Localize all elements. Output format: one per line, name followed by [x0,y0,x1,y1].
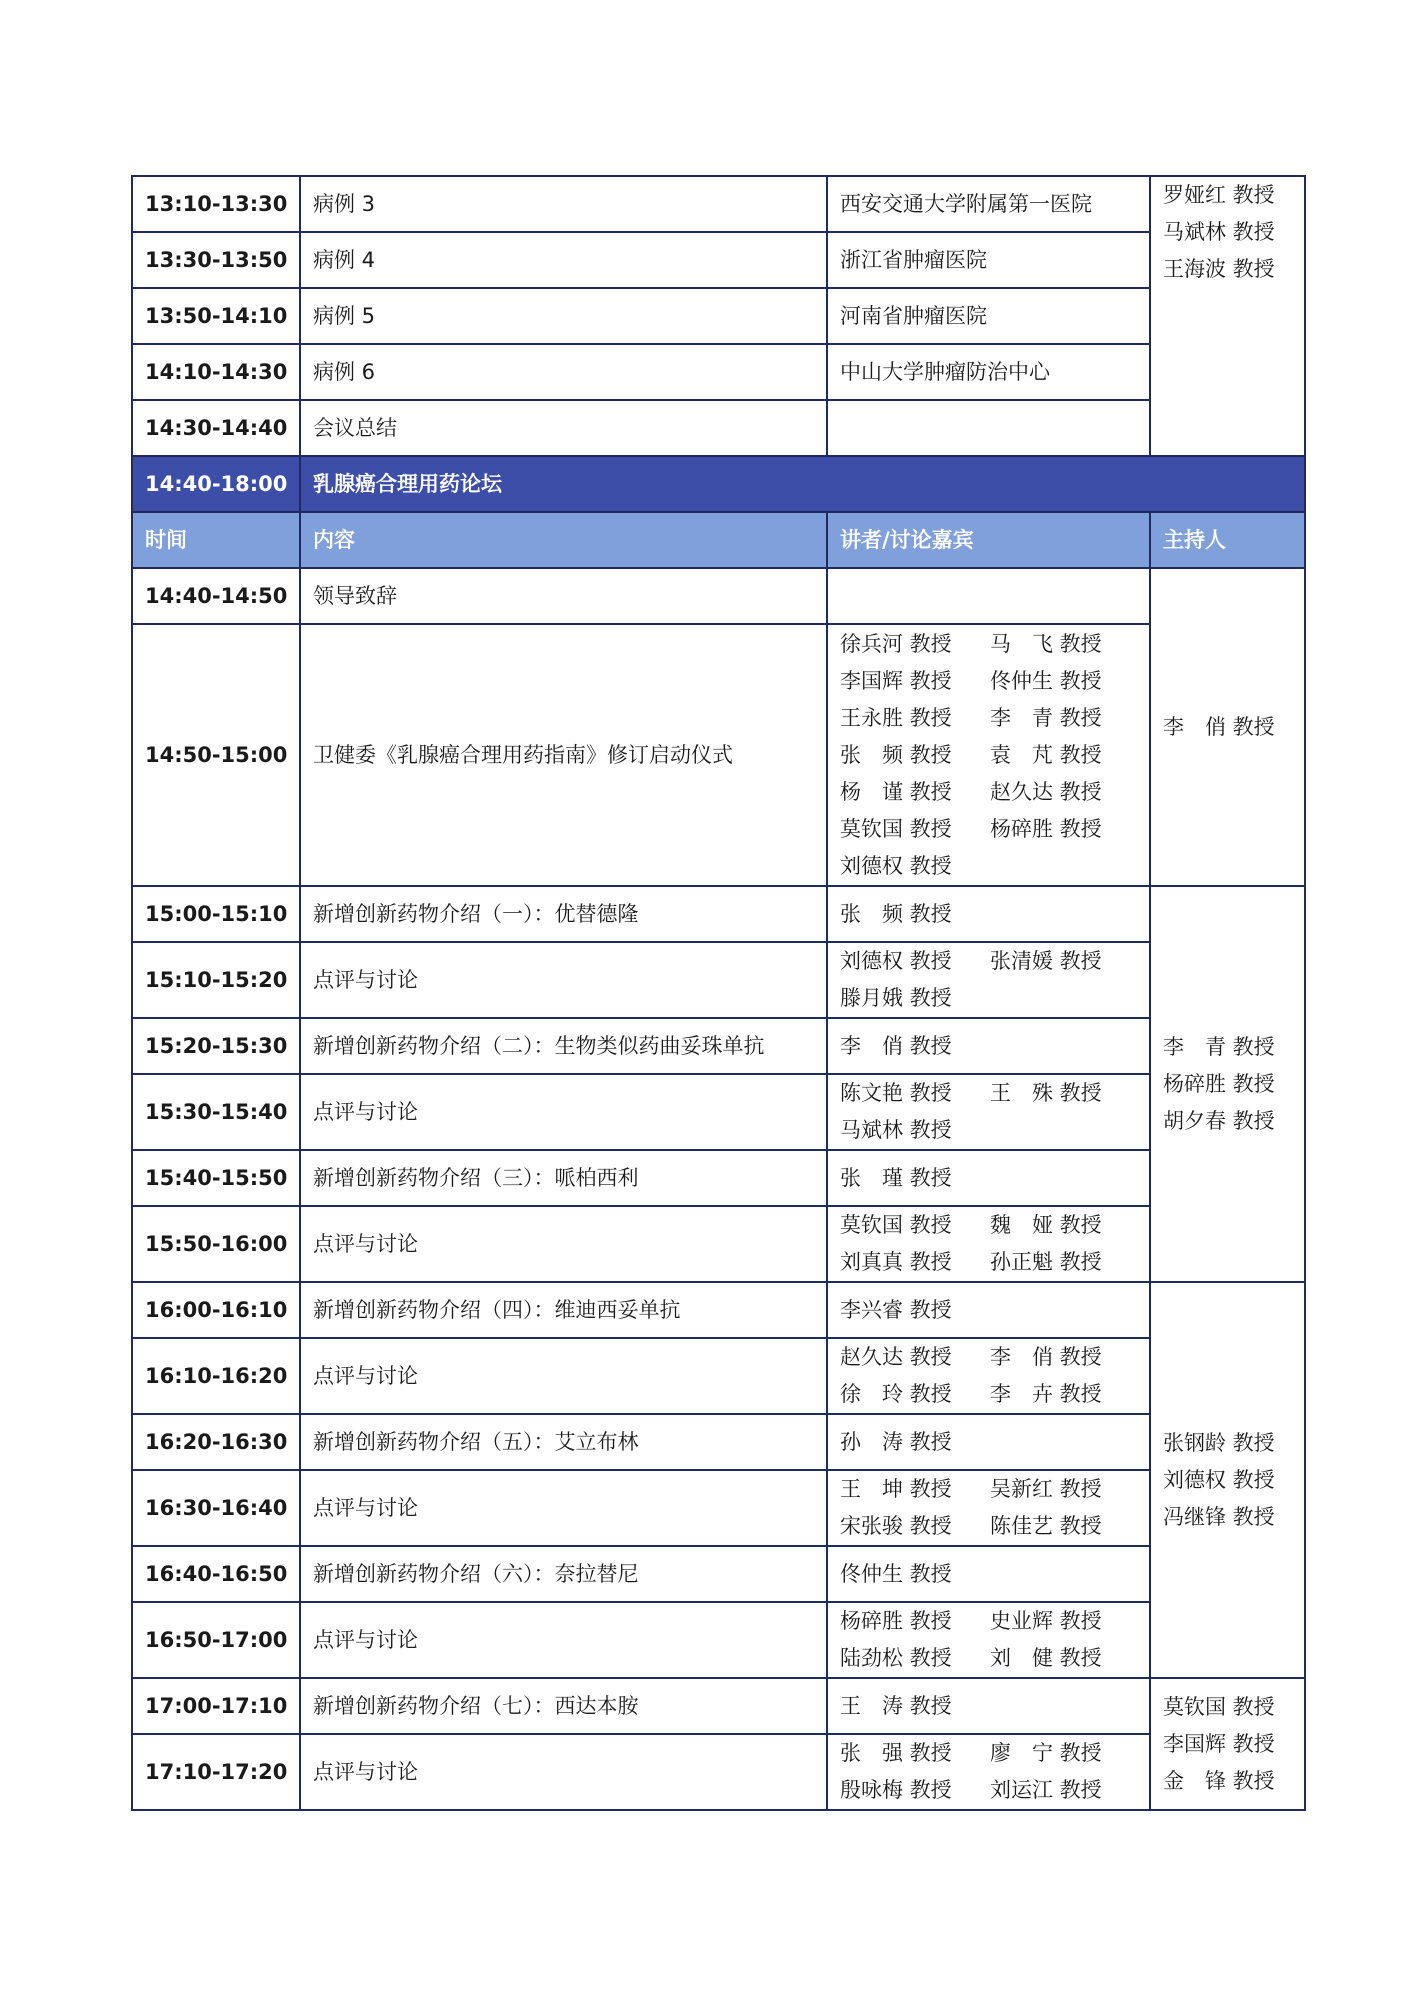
time-cell-text: 15:40-15:50 [145,1165,288,1190]
time-cell [132,568,300,624]
host-name: 李 俏 教授 [1163,714,1275,739]
content-cell-text: 病例 6 [313,359,376,384]
content-cell-text: 新增创新药物介绍（一）：优替德隆 [313,901,639,926]
schedule-row [132,1074,1305,1150]
content-cell [300,176,827,232]
section-row [132,456,1305,512]
content-cell-text: 新增创新药物介绍（五）：艾立布林 [313,1429,639,1454]
content-cell [300,344,827,400]
section-title-text: 乳腺癌合理用药论坛 [313,471,502,496]
time-cell [132,1470,300,1546]
header-time-text: 时间 [145,527,187,552]
speaker-name: 杨碎胜 教授 [990,816,1102,841]
schedule-row [132,400,1305,456]
speaker-name: 刘真真 教授 [840,1250,952,1274]
header-speakers [827,512,1150,568]
host-name: 李 青 教授 [1163,1034,1275,1059]
schedule-row [132,1602,1305,1678]
content-cell [300,1282,827,1338]
content-cell [300,568,827,624]
speaker-name: 陈文艳 教授 [840,1081,952,1105]
host-name: 王海波 教授 [1163,257,1275,281]
speakers-cell [827,232,1150,288]
schedule-row [132,344,1305,400]
speaker-name: 殷咏梅 教授 [840,1778,952,1802]
speaker-line [840,774,1137,811]
time-cell [132,1734,300,1810]
speakers-cell [827,1018,1150,1074]
content-cell [300,232,827,288]
content-cell-text: 新增创新药物介绍（二）：生物类似药曲妥珠单抗 [313,1033,765,1058]
speaker-name: 陈佳艺 教授 [990,1514,1102,1538]
speaker-line [840,626,1137,663]
time-cell [132,1602,300,1678]
time-cell [132,1282,300,1338]
speaker-name: 廖 宁 教授 [990,1741,1102,1765]
content-cell [300,942,827,1018]
header-content-text: 内容 [313,527,355,552]
time-cell-text: 17:00-17:10 [145,1693,288,1718]
content-cell-text: 新增创新药物介绍（六）：奈拉替尼 [313,1561,639,1586]
schedule-row [132,1470,1305,1546]
speaker-name: 王 坤 教授 [840,1477,952,1501]
content-cell-text: 点评与讨论 [313,1627,418,1652]
speaker-name: 李 俏 教授 [990,1345,1102,1369]
header-row [132,512,1305,568]
speakers-cell [827,886,1150,942]
speaker-line [840,980,1137,1017]
speaker-line [840,1471,1137,1508]
speakers-cell [827,1282,1150,1338]
speaker-line [840,1640,1137,1677]
time-cell-text: 13:50-14:10 [145,303,288,328]
speaker-name: 徐 玲 教授 [840,1382,952,1406]
time-cell-text: 13:10-13:30 [145,191,288,216]
host-name: 杨碎胜 教授 [1163,1071,1275,1096]
time-cell [132,1018,300,1074]
speakers-cell [827,400,1150,456]
schedule-row [132,232,1305,288]
host-cell [1150,1678,1305,1810]
content-cell [300,1678,827,1734]
section-time-text: 14:40-18:00 [145,471,288,496]
content-cell [300,886,827,942]
speakers-cell [827,1414,1150,1470]
schedule-row [132,624,1305,886]
schedule-row [132,942,1305,1018]
speaker-name: 李 俏 教授 [840,1033,952,1058]
content-cell-text: 点评与讨论 [313,967,418,992]
time-cell [132,1074,300,1150]
speaker-line [840,1244,1137,1281]
speaker-line [840,848,1137,885]
time-cell-text: 15:00-15:10 [145,901,288,926]
content-cell-text: 点评与讨论 [313,1099,418,1124]
time-cell-text: 16:20-16:30 [145,1429,288,1454]
time-cell-text: 16:00-16:10 [145,1297,288,1322]
host-name: 李国辉 教授 [1163,1731,1275,1756]
speaker-name: 史业辉 教授 [990,1609,1102,1633]
content-cell [300,1546,827,1602]
speakers-cell [827,1074,1150,1150]
time-cell [132,1150,300,1206]
schedule-row [132,176,1305,232]
speaker-line [840,737,1137,774]
speaker-line [840,811,1137,848]
time-cell [132,400,300,456]
header-host [1150,512,1305,568]
content-cell [300,1470,827,1546]
time-cell-text: 14:50-15:00 [145,742,288,767]
content-cell-text: 病例 4 [313,247,376,272]
content-cell [300,1414,827,1470]
speaker-name: 李国辉 教授 [840,668,952,693]
schedule-row [132,1678,1305,1734]
speaker-name: 孙 涛 教授 [840,1429,952,1454]
schedule-row [132,568,1305,624]
speaker-name: 魏 娅 教授 [990,1213,1102,1237]
time-cell-text: 16:50-17:00 [145,1627,288,1652]
speakers-cell [827,1734,1150,1810]
speaker-line [840,1075,1137,1112]
time-cell [132,232,300,288]
content-cell [300,1734,827,1810]
content-cell-text: 点评与讨论 [313,1231,418,1256]
time-cell-text: 14:40-14:50 [145,583,288,608]
content-cell [300,1074,827,1150]
speaker-name: 滕月娥 教授 [840,986,952,1010]
speaker-name: 王 涛 教授 [840,1693,952,1718]
content-cell [300,1150,827,1206]
speaker-name: 刘德权 教授 [840,853,952,878]
host-name: 马斌林 教授 [1163,220,1275,244]
speakers-cell [827,568,1150,624]
speaker-line [840,1603,1137,1640]
schedule-row [132,1150,1305,1206]
speaker-name: 张 瑾 教授 [840,1165,952,1190]
speakers-cell [827,1206,1150,1282]
speaker-name: 马斌林 教授 [840,1118,952,1142]
schedule-row [132,1282,1305,1338]
speaker-name: 李兴睿 教授 [840,1297,952,1322]
host-name: 莫钦国 教授 [1163,1694,1275,1719]
speakers-cell [827,1338,1150,1414]
speaker-name: 佟仲生 教授 [990,668,1102,693]
speaker-name: 刘运江 教授 [990,1778,1102,1802]
speaker-name: 宋张骏 教授 [840,1514,952,1538]
content-cell-text: 新增创新药物介绍（四）：维迪西妥单抗 [313,1297,681,1322]
speakers-cell [827,1678,1150,1734]
speaker-name: 李 青 教授 [990,705,1102,730]
schedule-row [132,1546,1305,1602]
schedule-row [132,1734,1305,1810]
speaker-name: 王 殊 教授 [990,1081,1102,1105]
speaker-name: 中山大学肿瘤防治中心 [840,359,1050,384]
speaker-name: 陆劲松 教授 [840,1646,952,1670]
time-cell-text: 17:10-17:20 [145,1759,288,1784]
speaker-line [840,700,1137,737]
content-cell-text: 会议总结 [313,415,397,440]
content-cell-text: 点评与讨论 [313,1495,418,1520]
speakers-cell [827,176,1150,232]
speaker-line [840,1772,1137,1809]
content-cell [300,400,827,456]
speaker-line [840,943,1137,980]
time-cell-text: 14:30-14:40 [145,415,288,440]
speaker-name: 佟仲生 教授 [840,1561,952,1586]
header-time [132,512,300,568]
content-cell [300,1338,827,1414]
time-cell [132,1678,300,1734]
header-host-text: 主持人 [1163,527,1226,552]
speaker-name: 王永胜 教授 [840,705,952,730]
time-cell [132,1414,300,1470]
section-time [132,456,300,512]
content-cell-text: 新增创新药物介绍（三）：哌柏西利 [313,1165,639,1190]
time-cell-text: 15:50-16:00 [145,1231,288,1256]
time-cell-text: 14:10-14:30 [145,359,288,384]
time-cell [132,288,300,344]
host-cell [1150,568,1305,886]
schedule-table [131,175,1306,1811]
speaker-name: 张 强 教授 [840,1741,952,1765]
speaker-name: 徐兵河 教授 [840,631,952,656]
host-cell [1150,1282,1305,1678]
content-cell [300,624,827,886]
content-cell [300,1206,827,1282]
time-cell-text: 16:40-16:50 [145,1561,288,1586]
section-title [300,456,1305,512]
header-speakers-text: 讲者/讨论嘉宾 [840,527,974,552]
schedule-row [132,1206,1305,1282]
speaker-name: 张清媛 教授 [990,949,1102,973]
content-cell-text: 病例 5 [313,303,376,328]
speaker-name: 吴新红 教授 [990,1477,1102,1501]
host-name: 刘德权 教授 [1163,1467,1275,1492]
content-cell-text: 病例 3 [313,191,376,216]
time-cell [132,624,300,886]
speaker-name: 张 频 教授 [840,901,952,926]
speakers-cell [827,624,1150,886]
speaker-name: 浙江省肿瘤医院 [840,247,987,272]
speakers-cell [827,942,1150,1018]
speaker-name: 赵久达 教授 [990,779,1102,804]
time-cell [132,886,300,942]
time-cell [132,942,300,1018]
speaker-name: 杨碎胜 教授 [840,1609,952,1633]
speaker-name: 莫钦国 教授 [840,816,952,841]
speaker-name: 李 卉 教授 [990,1382,1102,1406]
time-cell-text: 15:10-15:20 [145,967,288,992]
time-cell-text: 16:10-16:20 [145,1363,288,1388]
content-cell-text: 点评与讨论 [313,1363,418,1388]
speakers-cell [827,344,1150,400]
speaker-name: 张 频 教授 [840,742,952,767]
content-cell [300,1018,827,1074]
host-cell [1150,176,1305,456]
schedule-row [132,1018,1305,1074]
host-name: 张钢龄 教授 [1163,1430,1275,1455]
speaker-name: 孙正魁 教授 [990,1250,1102,1274]
speaker-name: 赵久达 教授 [840,1345,952,1369]
header-content [300,512,827,568]
speakers-cell [827,1546,1150,1602]
speaker-name: 杨 谨 教授 [840,779,952,804]
speakers-cell [827,1470,1150,1546]
content-cell-text: 点评与讨论 [313,1759,418,1784]
content-cell-text: 卫健委《乳腺癌合理用药指南》修订启动仪式 [313,742,733,767]
speaker-line [840,1339,1137,1376]
speaker-line [840,1207,1137,1244]
speaker-name: 马 飞 教授 [990,631,1102,656]
speaker-name: 刘德权 教授 [840,949,952,973]
content-cell-text: 领导致辞 [313,583,397,608]
speaker-line [840,1376,1137,1413]
time-cell [132,1206,300,1282]
host-name: 胡夕春 教授 [1163,1108,1275,1133]
time-cell [132,176,300,232]
speaker-line [840,1735,1137,1772]
speaker-name: 河南省肿瘤医院 [840,303,987,328]
schedule-row [132,886,1305,942]
content-cell [300,288,827,344]
time-cell-text: 15:20-15:30 [145,1033,288,1058]
time-cell [132,344,300,400]
speaker-name: 莫钦国 教授 [840,1213,952,1237]
speaker-line [840,1508,1137,1545]
speaker-line [840,663,1137,700]
time-cell-text: 15:30-15:40 [145,1099,288,1124]
host-cell [1150,886,1305,1282]
host-name: 金 锋 教授 [1163,1768,1275,1793]
schedule-row [132,288,1305,344]
speaker-line [840,1112,1137,1149]
speakers-cell [827,1602,1150,1678]
time-cell [132,1546,300,1602]
schedule-row [132,1338,1305,1414]
speaker-name: 刘 健 教授 [990,1646,1102,1670]
speaker-name: 西安交通大学附属第一医院 [840,191,1092,216]
time-cell-text: 13:30-13:50 [145,247,288,272]
time-cell [132,1338,300,1414]
host-name: 罗娅红 教授 [1163,183,1275,207]
schedule-row [132,1414,1305,1470]
time-cell-text: 16:30-16:40 [145,1495,288,1520]
content-cell-text: 新增创新药物介绍（七）：西达本胺 [313,1693,639,1718]
speakers-cell [827,288,1150,344]
speaker-name: 袁 芃 教授 [990,742,1102,767]
host-name: 冯继锋 教授 [1163,1504,1275,1529]
speakers-cell [827,1150,1150,1206]
content-cell [300,1602,827,1678]
